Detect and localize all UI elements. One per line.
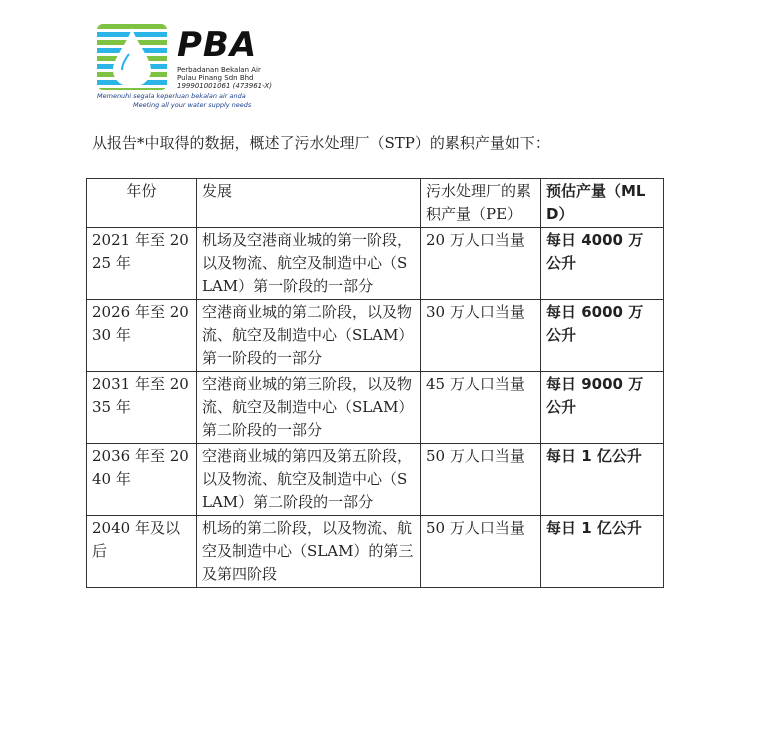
cell-year: 2021 年至 2025 年 bbox=[87, 228, 197, 300]
header-estimated-mld: 预估产量（MLD） bbox=[541, 179, 664, 228]
cell-development: 机场的第二阶段，以及物流、航空及制造中心（SLAM）的第三及第四阶段 bbox=[197, 516, 421, 588]
header-year: 年份 bbox=[87, 179, 197, 228]
table-row bbox=[87, 300, 664, 372]
cell-mld: 每日 6000 万公升 bbox=[541, 300, 664, 372]
cell-mld: 每日 1 亿公升 bbox=[541, 516, 664, 588]
intro-text: 从报告*中取得的数据，概述了污水处理厂（STP）的累积产量如下： bbox=[92, 134, 550, 152]
cell-year: 2026 年至 2030 年 bbox=[87, 300, 197, 372]
table-row bbox=[87, 372, 664, 444]
cell-mld: 每日 4000 万公升 bbox=[541, 228, 664, 300]
stp-output-table bbox=[86, 178, 664, 588]
cell-year: 2040 年及以后 bbox=[87, 516, 197, 588]
table-row bbox=[87, 444, 664, 516]
header-cumulative-pe: 污水处理厂的累积产量（PE） bbox=[421, 179, 541, 228]
cell-mld: 每日 1 亿公升 bbox=[541, 444, 664, 516]
table-row bbox=[87, 228, 664, 300]
cell-pe: 20 万人口当量 bbox=[421, 228, 541, 300]
table-row bbox=[87, 516, 664, 588]
cell-mld: 每日 9000 万公升 bbox=[541, 372, 664, 444]
brand-name: PBA bbox=[177, 25, 258, 65]
tagline: Memenuhi segala keperluan bekalan air anda Meeting all your water supply needs bbox=[97, 92, 252, 109]
cell-development: 空港商业城的第四及第五阶段，以及物流、航空及制造中心（SLAM）第二阶段的一部分 bbox=[197, 444, 421, 516]
cell-pe: 30 万人口当量 bbox=[421, 300, 541, 372]
water-drop-icon bbox=[97, 24, 167, 90]
header-development: 发展 bbox=[197, 179, 421, 228]
company-name: Perbadanan Bekalan Air Pulau Pinang Sdn Bhd 199901001061 (473961-X) bbox=[177, 66, 272, 90]
cell-development: 空港商业城的第三阶段，以及物流、航空及制造中心（SLAM）第二阶段的一部分 bbox=[197, 372, 421, 444]
cell-development: 空港商业城的第二阶段，以及物流、航空及制造中心（SLAM）第一阶段的一部分 bbox=[197, 300, 421, 372]
table-header-row bbox=[87, 179, 664, 228]
cell-pe: 50 万人口当量 bbox=[421, 444, 541, 516]
cell-year: 2031 年至 2035 年 bbox=[87, 372, 197, 444]
cell-pe: 50 万人口当量 bbox=[421, 516, 541, 588]
cell-development: 机场及空港商业城的第一阶段，以及物流、航空及制造中心（SLAM）第一阶段的一部分 bbox=[197, 228, 421, 300]
pba-logo bbox=[97, 24, 327, 114]
cell-pe: 45 万人口当量 bbox=[421, 372, 541, 444]
cell-year: 2036 年至 2040 年 bbox=[87, 444, 197, 516]
